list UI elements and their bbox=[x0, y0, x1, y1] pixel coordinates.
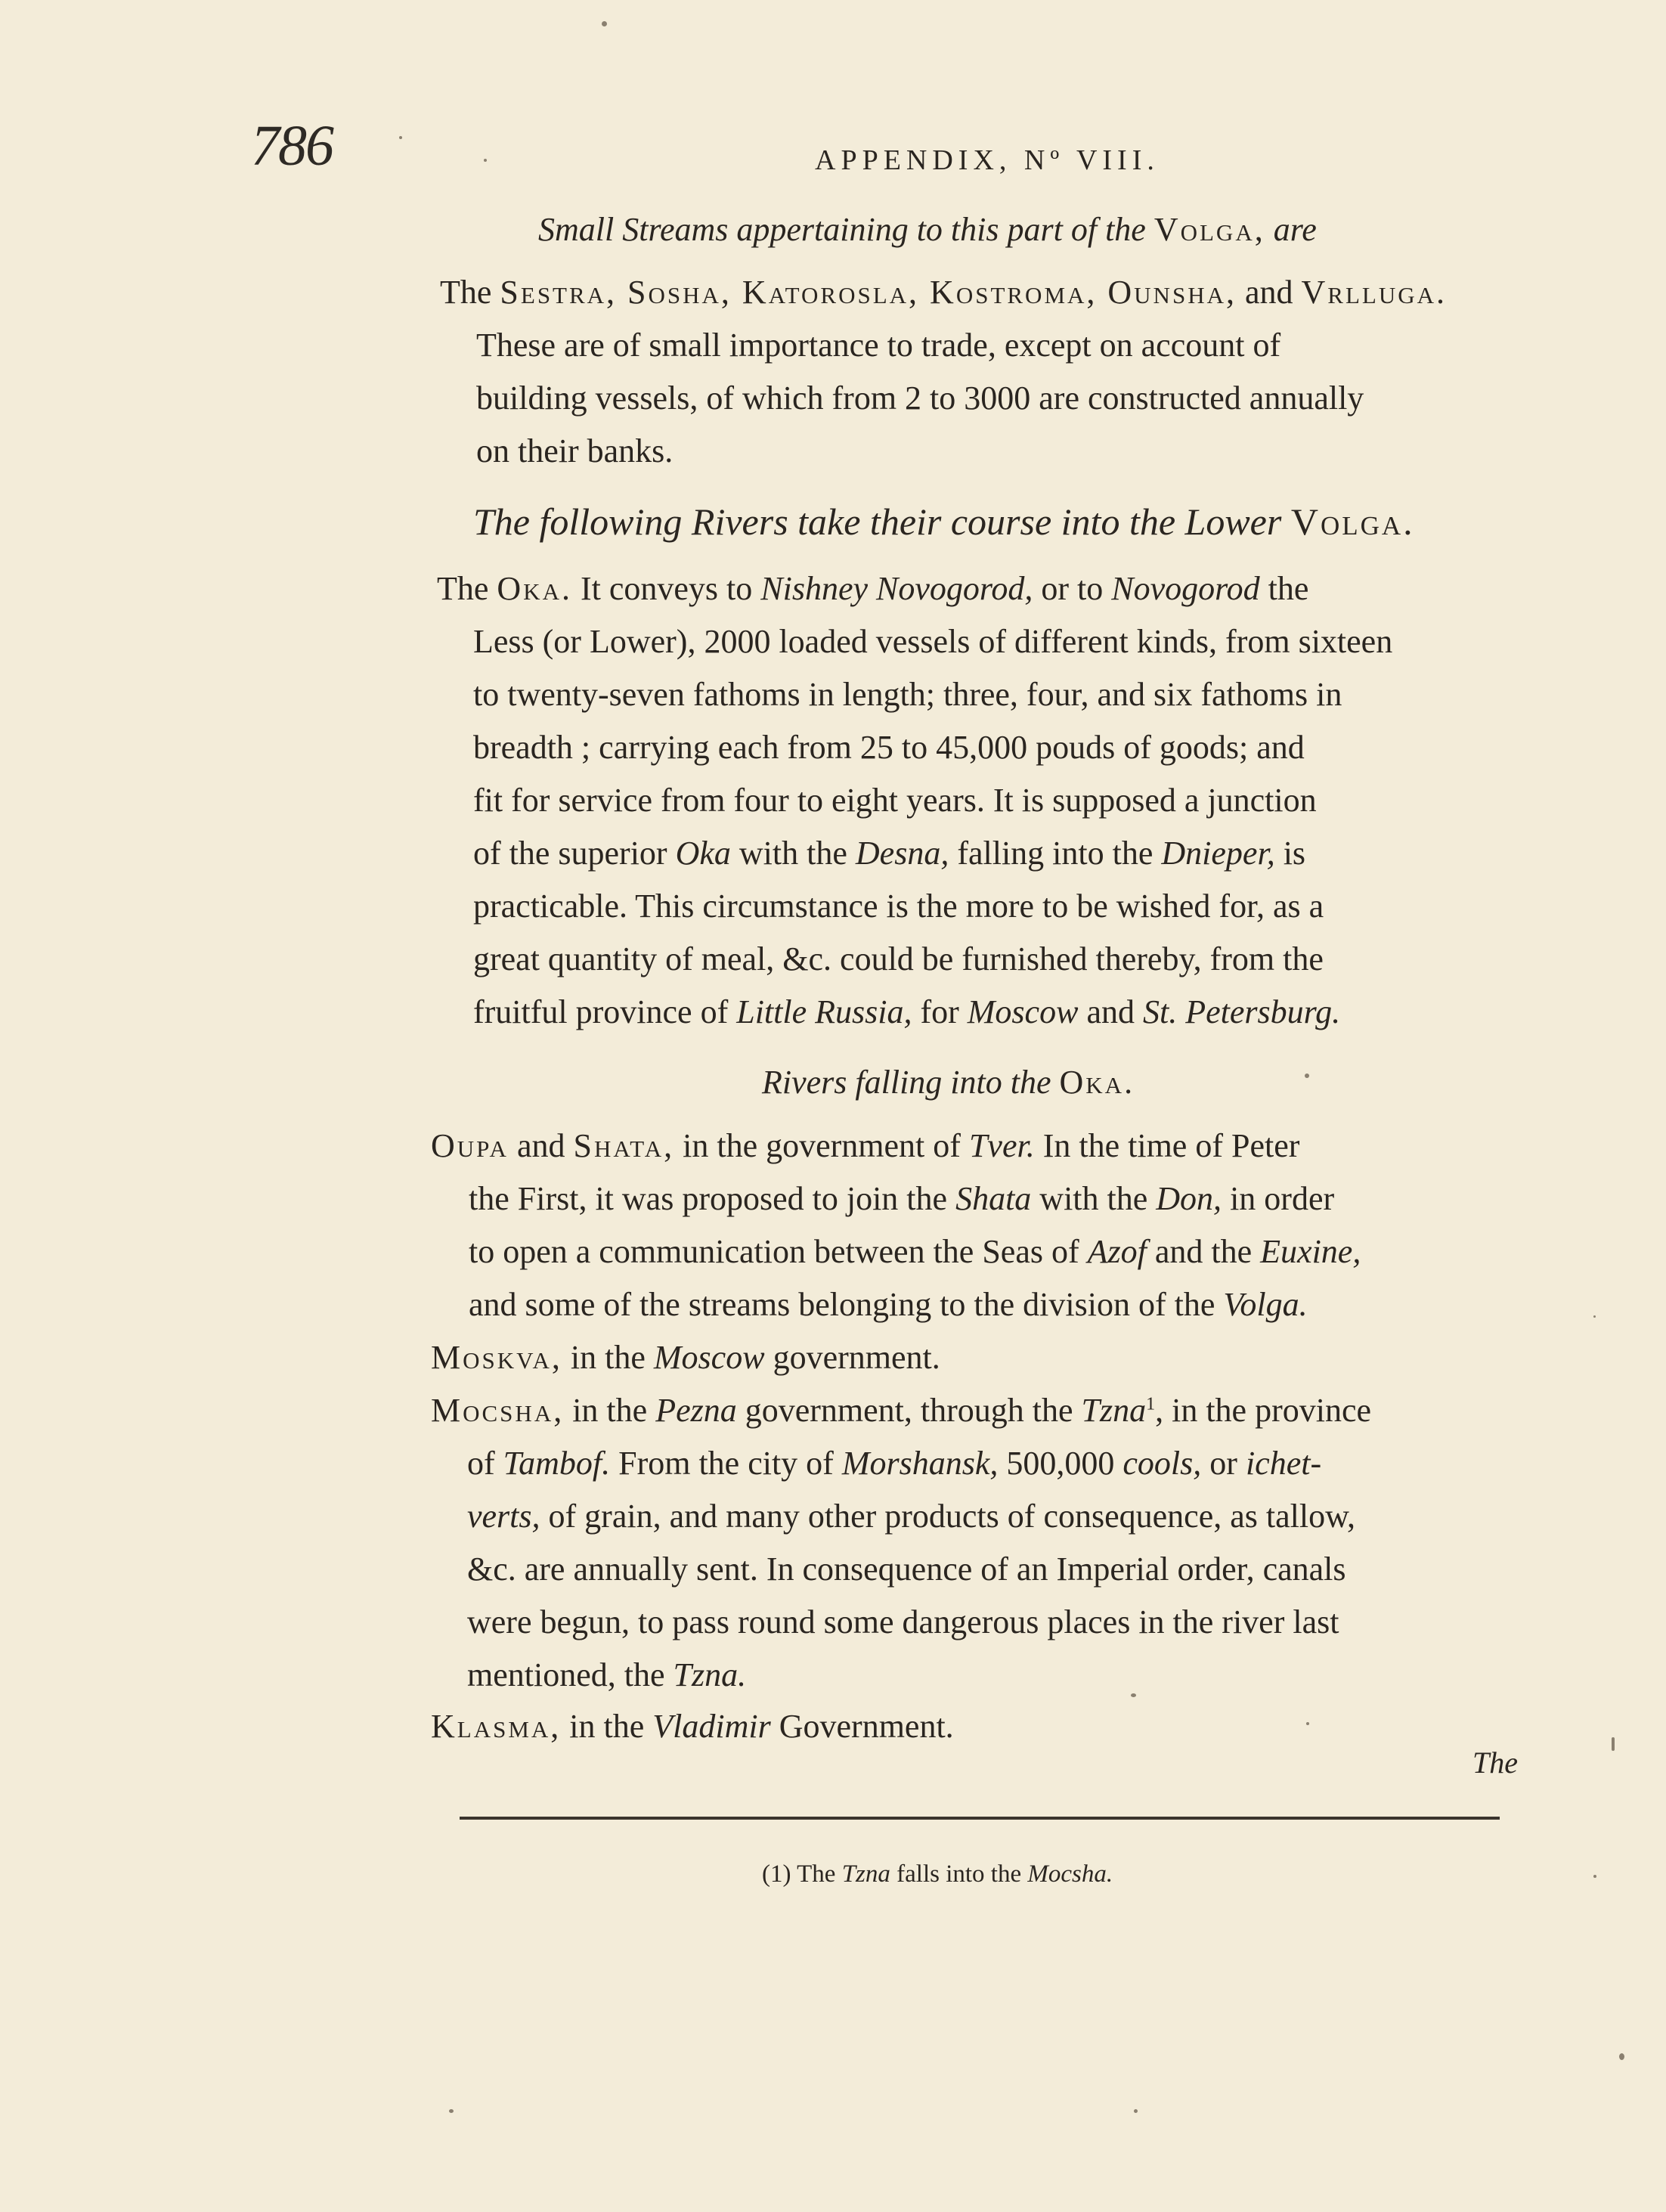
paragraph-line: of Tambof. From the city of Morshansk, 500,000 cools, or ichet- bbox=[467, 1445, 1322, 1482]
paragraph-line: on their banks. bbox=[476, 432, 674, 469]
paragraph-line: to open a communication between the Seas of Azof and the Euxine, bbox=[469, 1233, 1361, 1270]
paper-speck bbox=[1131, 1693, 1136, 1697]
paper-speck bbox=[484, 159, 487, 162]
paragraph-line: breadth ; carrying each from 25 to 45,000 pouds of goods; and bbox=[473, 729, 1305, 766]
paper-speck bbox=[1593, 1875, 1596, 1878]
paper-speck bbox=[1134, 2109, 1138, 2113]
section-heading-small-streams: Small Streams appertaining to this part of the Volga, are bbox=[538, 211, 1317, 248]
page-number: 786 bbox=[251, 114, 333, 178]
paragraph-line: the First, it was proposed to join the Shata with the Don, in order bbox=[469, 1180, 1335, 1217]
paragraph-line: practicable. This circumstance is the more to be wished for, as a bbox=[473, 888, 1324, 925]
paper-speck bbox=[1619, 2053, 1624, 2060]
paper-speck bbox=[1306, 1722, 1309, 1725]
paragraph-line: to twenty-seven fathoms in length; three, four, and six fathoms in bbox=[473, 676, 1342, 713]
paragraph-line: great quantity of meal, &c. could be furnished thereby, from the bbox=[473, 940, 1324, 977]
paragraph-line: The Sestra, Sosha, Katorosla, Kostroma, Ounsha, and Vrlluga. bbox=[440, 274, 1447, 311]
footnote-rule bbox=[460, 1817, 1500, 1820]
paragraph-line: fruitful province of Little Russia, for Moscow and St. Petersburg. bbox=[473, 993, 1341, 1030]
catchword: The bbox=[1472, 1746, 1518, 1780]
paragraph-line: Mocsha, in the Pezna government, through the Tzna$^1$, in the province bbox=[431, 1392, 1372, 1429]
paragraph-line: mentioned, the Tzna. bbox=[467, 1656, 747, 1693]
paper-speck bbox=[602, 21, 607, 26]
paragraph-line: of the superior Oka with the Desna, falling into the Dnieper, is bbox=[473, 835, 1306, 872]
paragraph-line: were begun, to pass round some dangerous places in the river last bbox=[467, 1603, 1339, 1640]
paper-speck bbox=[1612, 1737, 1615, 1751]
section-heading-lower-volga: The following Rivers take their course into the Lower Volga. bbox=[473, 500, 1415, 543]
paper-speck bbox=[449, 2109, 454, 2113]
paragraph-line: and some of the streams belonging to the division of the Volga. bbox=[469, 1286, 1308, 1323]
footnote: (1) The Tzna falls into the Mocsha. bbox=[762, 1860, 1113, 1888]
paragraph-line: Klasma, in the Vladimir Government. bbox=[431, 1708, 954, 1745]
footnote-ref: 1 bbox=[1146, 1394, 1156, 1414]
paragraph-line: Oupa and Shata, in the government of Tver. In the time of Peter bbox=[431, 1127, 1300, 1164]
paragraph-line: verts, of grain, and many other products of consequence, as tallow, bbox=[467, 1498, 1356, 1535]
paper-speck bbox=[1593, 1315, 1596, 1318]
paragraph-line: These are of small importance to trade, except on account of bbox=[476, 327, 1281, 364]
section-heading-rivers-oka: Rivers falling into the Oka. bbox=[762, 1064, 1135, 1101]
paragraph-line: building vessels, of which from 2 to 3000 are constructed annually bbox=[476, 380, 1364, 417]
paragraph-line: fit for service from four to eight years. It is supposed a junction bbox=[473, 782, 1317, 819]
paragraph-line: Moskva, in the Moscow government. bbox=[431, 1339, 940, 1376]
paragraph-line: &c. are annually sent. In consequence of an Imperial order, canals bbox=[467, 1551, 1346, 1588]
paragraph-line: Less (or Lower), 2000 loaded vessels of different kinds, from sixteen bbox=[473, 623, 1393, 660]
paragraph-line: The Oka. It conveys to Nishney Novogorod, or to Novogorod the bbox=[437, 570, 1309, 607]
running-head: APPENDIX, Nº VIII. bbox=[815, 144, 1160, 176]
paper-speck bbox=[1305, 1073, 1309, 1078]
paper-speck bbox=[399, 136, 402, 139]
